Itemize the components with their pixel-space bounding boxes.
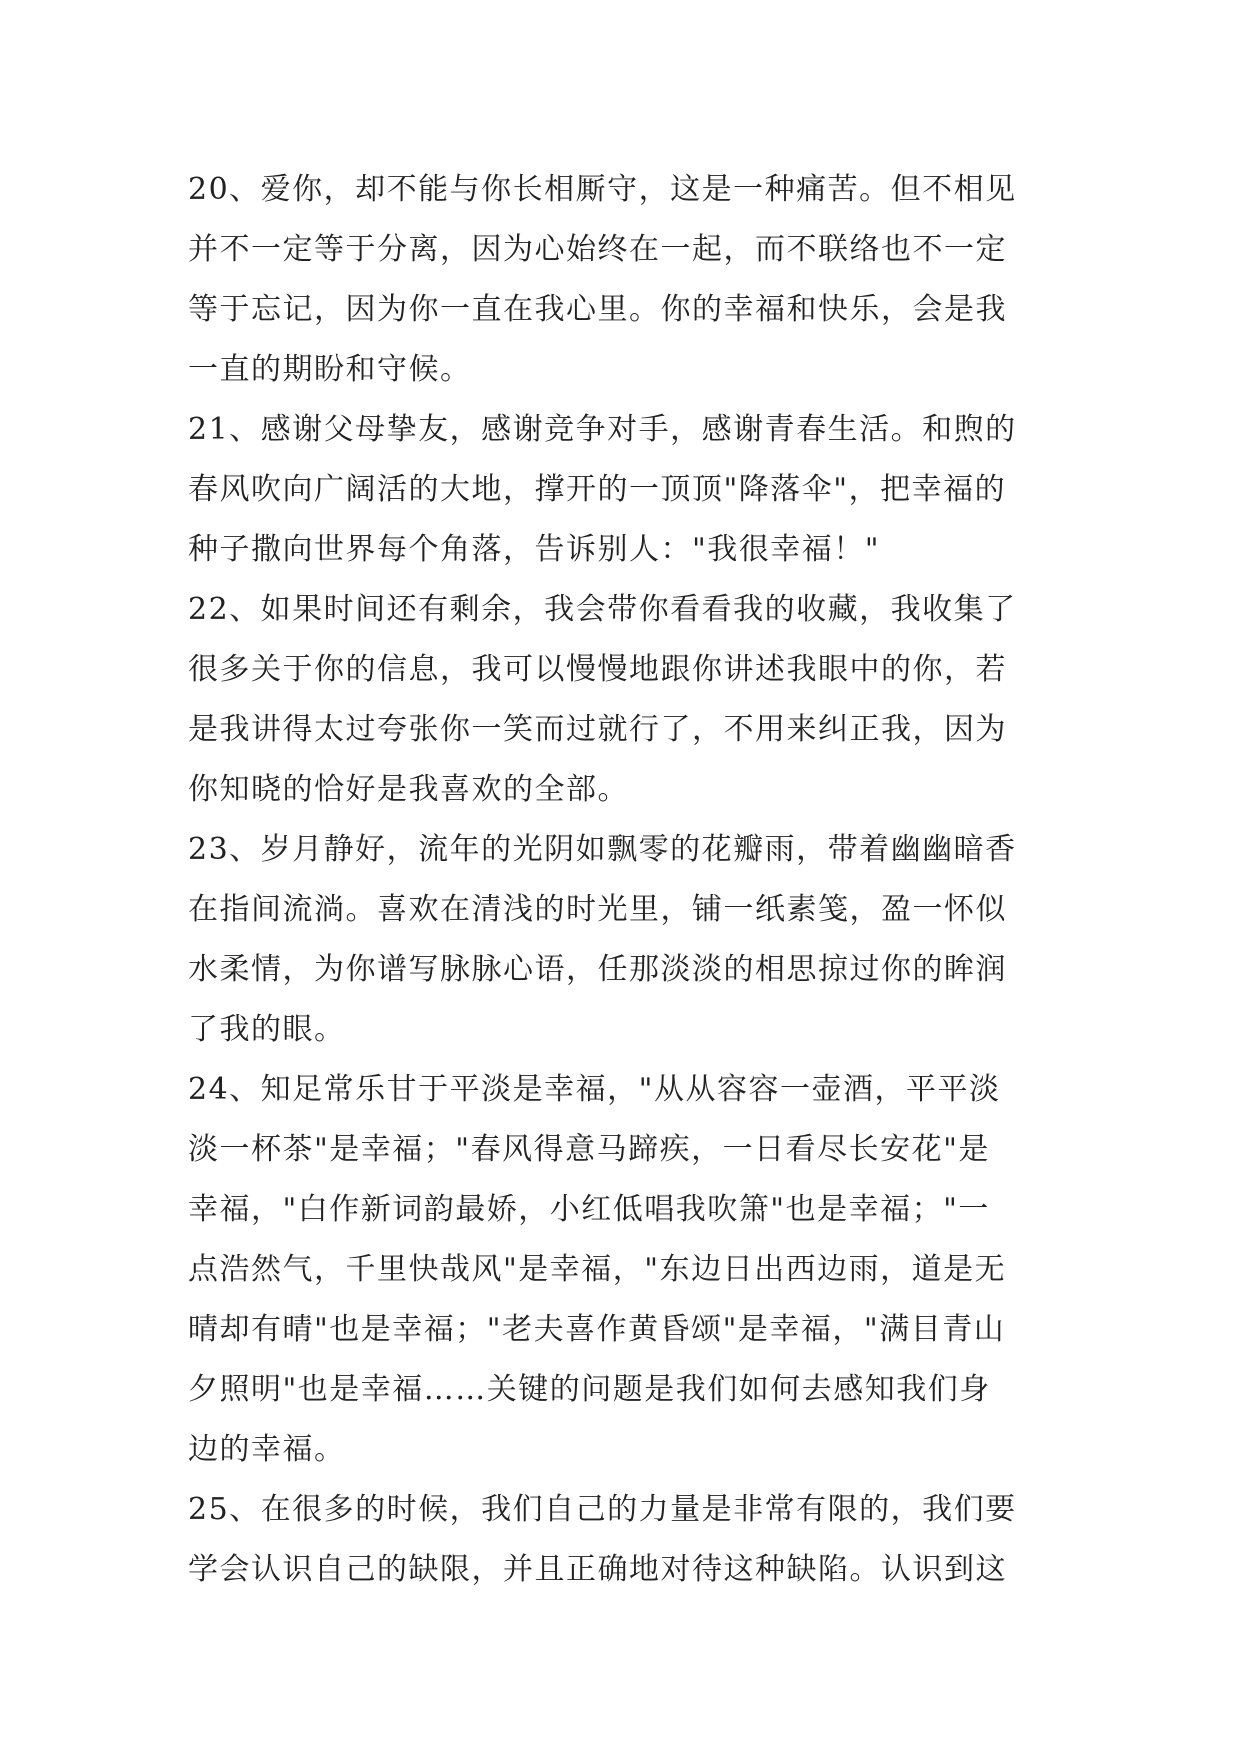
- text-line: 24、知足常乐甘于平淡是幸福，"从从容容一壶酒，平平淡: [188, 1072, 1001, 1107]
- text-line: 等于忘记，因为你一直在我心里。你的幸福和快乐，会是我: [188, 292, 1007, 327]
- paragraph-25: [188, 1480, 1058, 1600]
- text-line: 你知晓的恰好是我喜欢的全部。: [188, 772, 629, 807]
- text-line: 种子撒向世界每个角落，告诉别人："我很幸福！": [188, 532, 881, 567]
- text-line: 边的幸福。: [188, 1432, 346, 1467]
- text-line: 25、在很多的时候，我们自己的力量是非常有限的，我们要: [188, 1492, 1017, 1527]
- text-line: 了我的眼。: [188, 1012, 346, 1047]
- text-line: 夕照明"也是幸福……关键的问题是我们如何去感知我们身: [188, 1372, 991, 1407]
- text-line: 在指间流淌。喜欢在清浅的时光里，铺一纸素笺，盈一怀似: [188, 892, 1007, 927]
- text-line: 幸福，"白作新词韵最娇，小红低唱我吹箫"也是幸福；"一: [188, 1192, 990, 1227]
- text-line: 并不一定等于分离，因为心始终在一起，而不联络也不一定: [188, 232, 1007, 267]
- text-line: 一直的期盼和守候。: [188, 352, 472, 387]
- text-line: 22、如果时间还有剩余，我会带你看看我的收藏，我收集了: [188, 592, 1017, 627]
- document-body: [188, 160, 1058, 1600]
- text-line: 是我讲得太过夸张你一笑而过就行了，不用来纠正我，因为: [188, 712, 1007, 747]
- text-line: 21、感谢父母挚友，感谢竞争对手，感谢青春生活。和煦的: [188, 412, 1017, 447]
- text-line: 23、岁月静好，流年的光阴如飘零的花瓣雨，带着幽幽暗香: [188, 832, 1017, 867]
- paragraph-24: [188, 1060, 1058, 1480]
- text-line: 很多关于你的信息，我可以慢慢地跟你讲述我眼中的你，若: [188, 652, 1007, 687]
- text-line: 学会认识自己的缺限，并且正确地对待这种缺陷。认识到这: [188, 1552, 1007, 1587]
- text-line: 20、爱你，却不能与你长相厮守，这是一种痛苦。但不相见: [188, 172, 1017, 207]
- text-line: 春风吹向广阔活的大地，撑开的一顶顶"降落伞"，把幸福的: [188, 472, 1007, 507]
- paragraph-22: [188, 580, 1058, 820]
- text-line: 水柔情，为你谱写脉脉心语，任那淡淡的相思掠过你的眸润: [188, 952, 1007, 987]
- text-line: 晴却有晴"也是幸福；"老夫喜作黄昏颂"是幸福，"满目青山: [188, 1312, 1006, 1347]
- text-line: 点浩然气，千里快哉风"是幸福，"东边日出西边雨，道是无: [188, 1252, 1007, 1287]
- paragraph-23: [188, 820, 1058, 1060]
- paragraph-20: [188, 160, 1058, 400]
- paragraph-21: [188, 400, 1058, 580]
- text-line: 淡一杯茶"是幸福；"春风得意马蹄疾，一日看尽长安花"是: [188, 1132, 990, 1167]
